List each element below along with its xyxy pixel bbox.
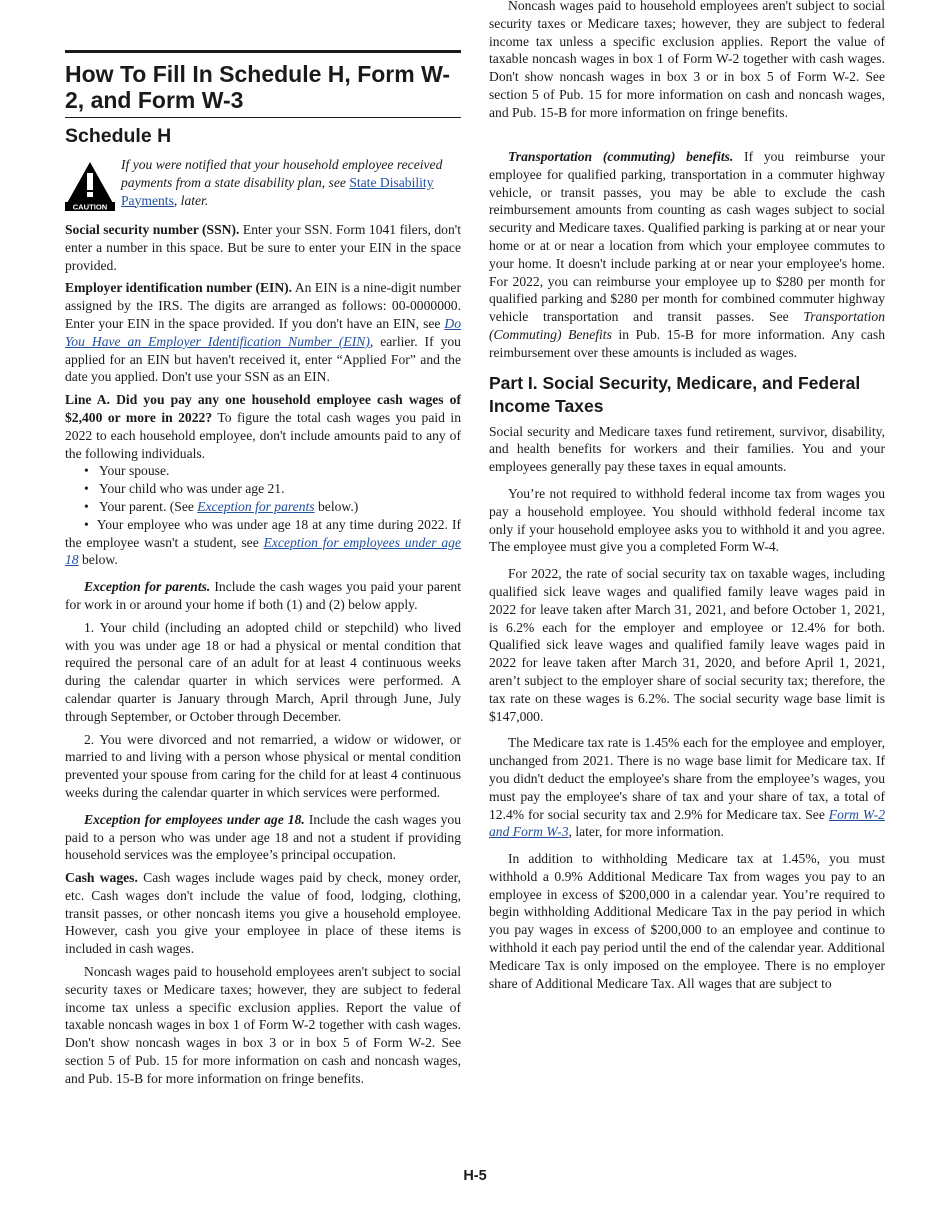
paragraph-exception-under-18 <box>65 811 461 864</box>
cash-wages-text: Cash wages include wages paid by check, money order, etc. Cash wages don't include the value of food, lodging, clothing, transit passes, or other noncash items you give a household employee. However, cash you give your employee in place of these items is included in cash wages. <box>65 870 462 957</box>
paragraph-ein <box>65 279 461 386</box>
link-exception-for-parents[interactable]: Exception for parents <box>197 498 315 514</box>
bullet-text: below.) <box>314 498 359 514</box>
list-item <box>65 498 461 516</box>
page-number: H-5 <box>463 1168 487 1184</box>
paragraph-transportation <box>489 148 885 362</box>
runin-ein: Employer identification number (EIN). <box>65 280 293 296</box>
part1-p4-text-before: The Medicare tax rate is 1.45% each for the employee and employer, unchanged from 2021. There is no wage base limit for Medicare tax. If you didn't deduct the employee's share from the employee’s wages, you must pay the employee's share of tax and your share of tax, a total of 12.4% for social security tax and 2.9% for Medicare tax. See <box>489 735 885 822</box>
title-rule <box>65 117 461 118</box>
ein-text-before: An EIN is a nine-digit number assigned by the IRS. The digits are arranged as follows: 00-0000000. Enter your EIN in the space provided. If you don't have an EIN, see <box>65 280 461 331</box>
transportation-text-after: in Pub. 15-B for more information. Any cash reimbursement over these amounts is included as wages. <box>489 326 885 360</box>
runin-cash-wages: Cash wages. <box>65 870 138 886</box>
transportation-text-before: If you reimburse your employee for qualified parking, transportation in a commuter highway vehicle, or transit passes, you may be able to exclude the cash reimbursement amounts from counting as cash wages subject to social security and Medicare taxes. Qualified parking is parking at or near your home or at or near a location from which your employee commutes to your home. It doesn't include parking at or near your employee's home. For 2022, you can reimburse your employee up to $280 per month for qualified parking and $280 per month for combined commuter highway vehicle transportation and transit passes. See <box>489 149 885 325</box>
caution-box <box>65 156 461 211</box>
list-item: • Your child who was under age 21. <box>65 480 461 498</box>
line-a-text: To figure the total cash wages you paid in 2022 to each household employee, don't include amounts paid to any of the following individuals. <box>65 409 461 461</box>
line-a-bullet-list <box>65 462 461 515</box>
paragraph-cash-wages <box>65 869 461 958</box>
runin-line-a: Line A. Did you pay any one household employee cash wages of $2,400 or more in 2022? <box>65 392 461 425</box>
left-column <box>65 50 462 1086</box>
exception-under-18-text: Include the cash wages you paid to a person who was under age 18 and not a student if providing household services was the employee’s principal occupation. <box>65 811 461 863</box>
paragraph-ssn <box>65 221 461 274</box>
paragraph-exception-parents <box>65 578 461 614</box>
section-heading-schedule-h: Schedule H <box>65 125 172 147</box>
exception-parents-item-2: 2. You were divorced and not remarried, a widow or widower, or married to and living with a person whose physical or mental condition prevented your spouse from caring for the child for at least 4 continuous weeks during the calendar quarter in which services were performed. <box>65 731 461 800</box>
caution-icon-label: CAUTION <box>72 202 108 212</box>
page-title: How To Fill In Schedule H, Form W-2, and Form W-3 <box>65 61 450 113</box>
caution-text-after: , later. <box>173 192 209 208</box>
list-item: • Your spouse. <box>65 462 461 480</box>
part1-paragraph-1: Social security and Medicare taxes fund retirement, survivor, disability, and health benefits for workers and their families. You and your employees generally pay these taxes in equal amounts. <box>489 423 885 475</box>
exception-parents-item-1: 1. Your child (including an adopted child or stepchild) who lived with you was under age 18 or had a physical or mental condition that required the personal care of an adult for at least 4 continuous weeks during the calendar quarter in which services were performed. A calendar quarter is January through March, April through June, July through September, or October through December. <box>65 619 461 724</box>
part1-paragraph-5: In addition to withholding Medicare tax at 1.45%, you must withhold a 0.9% Additional Medicare Tax from wages you pay to an employee in excess of $200,000 in a calendar year. You’re required to begin withholding Additional Medicare Tax in the pay period in which you pay wages in excess of $200,000 to an employee and continue to withhold it each pay period until the end of the calendar year. Additional Medicare Tax is only imposed on the employee. There is no employer share of Additional Medicare Tax. All wages that are subject to <box>489 851 885 991</box>
caution-text <box>121 156 461 209</box>
ein-text-after: , earlier. If you applied for an EIN but haven't received it, enter “Applied For” and the date you applied. Don't use your SSN as an EIN. <box>65 333 461 385</box>
runin-exception-parents: Exception for parents. <box>84 579 211 595</box>
transportation-pub-reference: Transportation (Commuting) Benefits <box>489 309 885 342</box>
part1-paragraph-3: For 2022, the rate of social security tax on taxable wages, including qualified sick leave wages and qualified family leave wages paid in 2022 for leave taken after March 31, 2021, and before October 1, 2021, is 6.2% each for the employer and employee or 12.4% for both. Qualified sick leave wages and qualified family leave wages paid in 2022 for leave taken after March 31, 2020, and before April 1, 2021, aren’t subject to the employer share of social security tax; therefore, the tax rate on these wages is 6.2%. The social security wage base limit is $147,000. <box>489 566 885 724</box>
link-form-w2-and-w3[interactable]: Form W-2 and Form W-3 <box>489 806 885 840</box>
bullet-text: Your employee who was under age 18 at any time during 2022. If the employee wasn't a student, see <box>65 516 461 550</box>
bullet-text: Your parent. (See <box>99 498 198 514</box>
runin-transportation: Transportation (commuting) benefits. <box>508 149 734 164</box>
caution-text-before: If you were notified that your household employee received payments from a state disability plan, see <box>121 157 443 190</box>
link-do-you-have-ein[interactable]: Do You Have an Employer Identification Number (EIN) <box>65 315 461 349</box>
paragraph-line-a <box>65 391 461 462</box>
link-state-disability-payments[interactable]: State Disability Payments <box>121 174 434 208</box>
exception-parents-text: Include the cash wages you paid your parent for work in or around your home if both (1) and (2) below apply. <box>65 579 461 612</box>
runin-exception-under-18: Exception for employees under age 18. <box>84 811 305 827</box>
ssn-text: Enter your SSN. Form 1041 filers, don't enter a number in this space. But be sure to enter your EIN in the space provided. <box>65 222 461 273</box>
caution-icon <box>65 161 115 211</box>
part1-p4-text-after: , later, for more information. <box>568 824 724 840</box>
section-heading-part-1: Part I. Social Security, Medicare, and Federal Income Taxes <box>489 372 861 416</box>
noncash-continued-clip <box>489 0 885 139</box>
right-column <box>489 0 885 997</box>
top-rule <box>65 50 461 53</box>
part1-paragraph-4 <box>489 734 885 841</box>
link-exception-employees-under-18[interactable]: Exception for employees under age 18 <box>65 534 462 568</box>
bullet-employee-under-18: • Your employee who was under age 18 at any time during 2022. If the employee wasn't a student, see Exception for employees under age 18 below. <box>65 516 462 568</box>
paragraph-noncash-continued: Noncash wages paid to household employees aren't subject to social security taxes or Medicare taxes; however, they are subject to federal income tax unless a specific exclusion applies. Report the value of taxable noncash wages in box 1 of Form W-2 together with cash wages. Don't show noncash wages in box 3 or in box 5 of Form W-2. See section 5 of Pub. 15 for more information on cash and noncash wages, and Pub. 15-B for more information on fringe benefits. <box>489 0 885 120</box>
runin-ssn: Social security number (SSN). <box>65 222 240 237</box>
paragraph-noncash-wages: Noncash wages paid to household employees aren't subject to social security taxes or Medicare taxes; however, they are subject to federal income tax unless a specific exclusion applies. Report the value of taxable noncash wages in box 1 of Form W-2 together with cash wages. Don't show noncash wages in box 3 or in box 5 of Form W-2. See section 5 of Pub. 15 for more information on cash and noncash wages, and Pub. 15-B for more information on fringe benefits. <box>65 964 461 1086</box>
bullet-text: below. <box>78 552 118 568</box>
part1-paragraph-2: You’re not required to withhold federal income tax from wages you pay a household employee. You should withhold federal income tax only if your household employee asks you to withhold it and you agree. The employee must give you a completed Form W-4. <box>489 485 885 555</box>
